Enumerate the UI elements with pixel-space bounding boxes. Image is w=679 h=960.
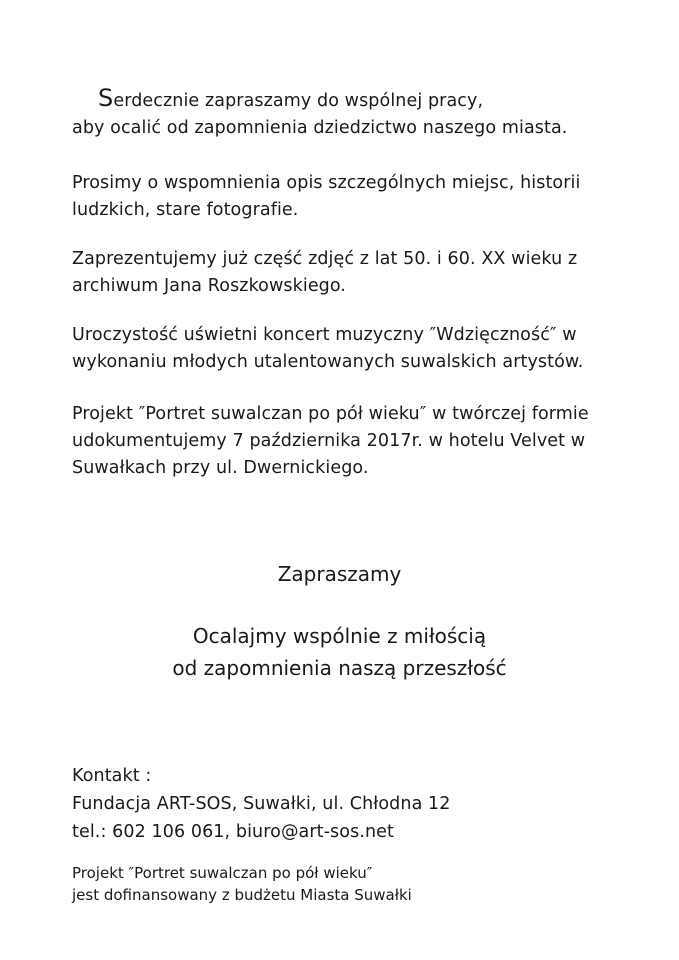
- motto-line: Ocalajmy wspólnie z miłością: [192, 624, 487, 648]
- paragraph-line: ludzkich, stare fotografie.: [72, 200, 299, 220]
- funding-line: Projekt ″Portret suwalczan po pół wieku″: [72, 864, 373, 882]
- paragraph-line: Projekt ″Portret suwalczan po pół wieku″ w twórczej formie: [72, 404, 589, 424]
- contact-heading: Kontakt :: [72, 766, 152, 786]
- contact-phone-email: tel.: 602 106 061, biuro@art-sos.net: [72, 822, 394, 842]
- paragraph-line: archiwum Jana Roszkowskiego.: [72, 276, 347, 296]
- contact-block: [72, 762, 652, 846]
- funding-line: jest dofinansowany z budżetu Miasta Suwałki: [72, 886, 412, 904]
- paragraph-line: wykonaniu młodych utalentowanych suwalskich artystów.: [72, 352, 584, 372]
- contact-address: Fundacja ART-SOS, Suwałki, ul. Chłodna 12: [72, 794, 451, 814]
- invite-heading: Zapraszamy: [277, 562, 402, 586]
- intro-line-2: aby ocalić od zapomnienia dziedzictwo naszego miasta.: [72, 118, 568, 138]
- paragraph-project: [72, 401, 652, 482]
- intro-line-1: Serdecznie zapraszamy do wspólnej pracy,: [98, 84, 484, 112]
- intro-paragraph: [72, 86, 652, 142]
- paragraph-photos: [72, 246, 652, 300]
- motto-line: od zapomnienia naszą przeszłość: [172, 656, 507, 680]
- paragraph-line: Suwałkach przy ul. Dwernickiego.: [72, 458, 369, 478]
- paragraph-memories: [72, 170, 652, 224]
- drop-cap-letter: S: [98, 84, 114, 112]
- paragraph-line: Uroczystość uświetni koncert muzyczny ″Wdzięczność″ w: [72, 325, 577, 345]
- paragraph-concert: [72, 322, 652, 376]
- paragraph-line: Prosimy o wspomnienia opis szczególnych miejsc, historii: [72, 173, 581, 193]
- funding-note: [72, 862, 412, 906]
- paragraph-line: Zaprezentujemy już część zdjęć z lat 50. i 60. XX wieku z: [72, 249, 578, 269]
- paragraph-line: udokumentujemy 7 października 2017r. w hotelu Velvet w: [72, 431, 586, 451]
- motto: [0, 620, 679, 684]
